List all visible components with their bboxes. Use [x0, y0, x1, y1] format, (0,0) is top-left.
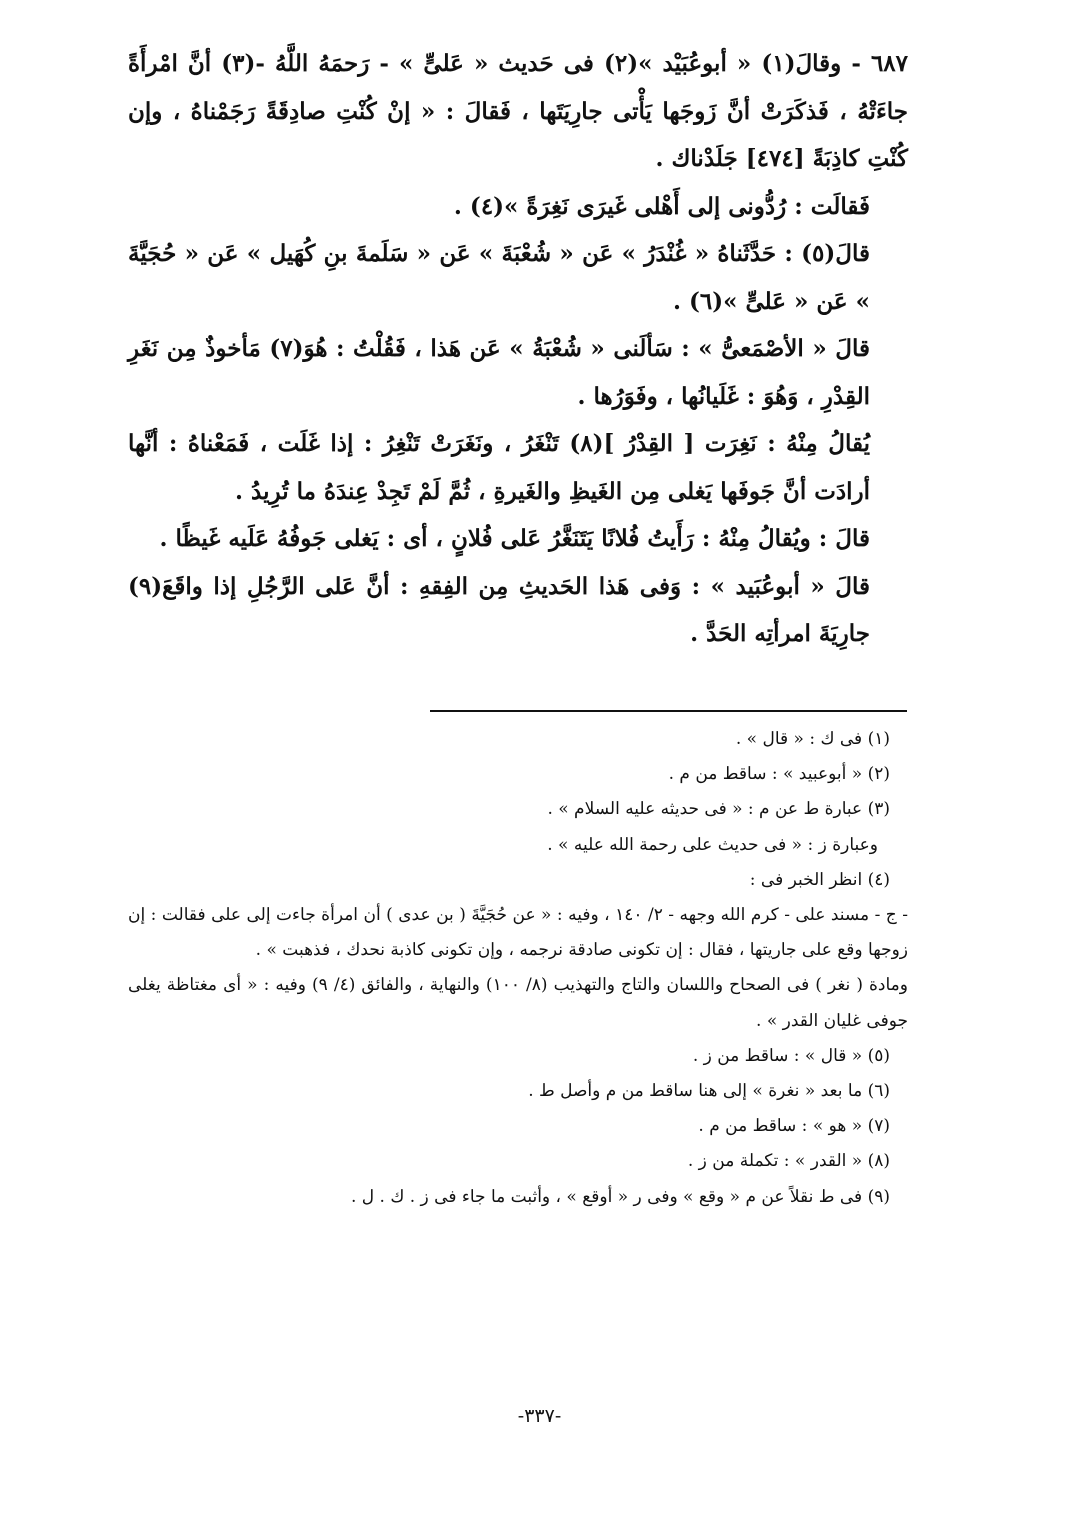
footnote-4-source-musnad: - ج - مسند على - كرم الله وجهه - ٢/ ١٤٠ ، وفيه : « عن حُجَيَّةَ ( بن عدى ) أن امرأة جاءت إلى على فقالت : إن زوجها وقع على جاريتها ، فقال : إن تكونى صادقة نرجمه ، وإن تكونى كاذبة نحدك ، فذهبت » .	[128, 905, 908, 961]
paragraph-woman-reply: فَقالَت : رُدُّونى إلى أَهْلى غَيرَى نَغِرَةً »(٤) .	[453, 192, 870, 220]
paragraph-asmai: قالَ « الأصْمَعىُّ » : سَألَنى « شُعْبَةُ » عَن هَذا ، فَقُلْتُ : هُوَ(٧) مَأخوذٌ مِن نَغَرِ القِدْرِ ، وَهُوَ : غَلَيانُها ، وفَوَرُها .	[128, 335, 870, 410]
footnote-3-continued: وعبارة ز : « فى حديث على رحمة الله عليه » .	[547, 834, 878, 855]
footnote-4-source-lexicons: ومادة ( نغر ) فى الصحاح واللسان والتاج والتهذيب (٨/ ١٠٠) والنهاية ، والفائق (٤/ ٩) وفيه : « أى مغتاظة يغلى جوفى غليان القدر » .	[128, 975, 908, 1031]
footnote-2: (٢) « أبوعبيد » : ساقط من م .	[668, 764, 890, 785]
footnote-divider	[430, 710, 907, 712]
paragraph-etymology: يُقالُ مِنْهُ : نَغِرَت [ القِدْرُ ](٨) تَنْغَرُ ، ونَغَرَتْ تَنْغِرُ : إذا غَلَت ، فَمَعْناهُ : أنَّها أرادَت أنَّ جَوفَها يَغلى مِن الغَيظِ والغَيرةِ ، ثُمَّ لَمْ تَجِدْ عِندَهُ ما تُرِيدُ .	[128, 430, 870, 505]
footnote-7: (٧) « هو » : ساقط من م .	[698, 1116, 890, 1137]
footnote-8: (٨) « القدر » : تكملة من ز .	[687, 1151, 890, 1172]
page-number: -٣٣٧-	[517, 1405, 562, 1427]
main-text	[128, 40, 908, 658]
footnote-1: (١) فى ك : « قال » .	[735, 729, 890, 749]
footnote-5: (٥) « قال » : ساقط من ز .	[692, 1045, 890, 1066]
paragraph-isnad: قالَ(٥) : حَدَّثَناهُ « غُنْدَرُ » عَن « شُعْبَةَ » عَن « سَلَمةَ بنِ كُهَيل » عَن « حُجَيَّةَ » عَن « عَلىٍّ »(٦) .	[128, 240, 870, 315]
footnote-3: (٣) عبارة ط عن م : « فى حديثه عليه السلام » .	[547, 799, 890, 820]
footnote-4: (٤) انظر الخبر فى :	[749, 869, 890, 890]
paragraph-fiqh: قالَ « أبوعُبَيد » : وَفى هَذا الحَديثِ مِن الفِقهِ : أنَّ عَلى الرَّجُلِ إذا واقَعَ(٩) جارِيَةَ امرأتِه الحَدَّ .	[128, 572, 870, 647]
footnote-6: (٦) ما بعد « نغرة » إلى هنا ساقط من م وأصل ط .	[528, 1081, 890, 1102]
footnotes	[128, 722, 908, 1215]
footnote-9: (٩) فى ط نقلاً عن م « وقع » وفى ر « أوقع » ، وأثبت ما جاء فى ز . ك . ل .	[350, 1186, 890, 1207]
paragraph-entry-687: ٦٨٧ - وقالَ(١) « أبوعُبَيْد »(٢) فى حَديث « عَلىٍّ » - رَحمَهُ اللَّهُ -(٣) أنَّ امْرأَةً جاءَتْهُ ، فَذكَرَتْ أنَّ زَوجَها يَأْتى جارِيَتَها ، فَقالَ : « إنْ كُنْتِ صادِقَةً رَجَمْناهُ ، وإن كُنْتِ كاذِبَةً [٤٧٤] جَلَدْناك .	[128, 50, 908, 172]
paragraph-usage: قالَ : ويُقالُ مِنْهُ : رَأَيتُ فُلانًا يَتَنَغَّرُ عَلى فُلانٍ ، أى : يَغلى جَوفُهُ عَلَيه غَيظًا .	[159, 525, 870, 552]
